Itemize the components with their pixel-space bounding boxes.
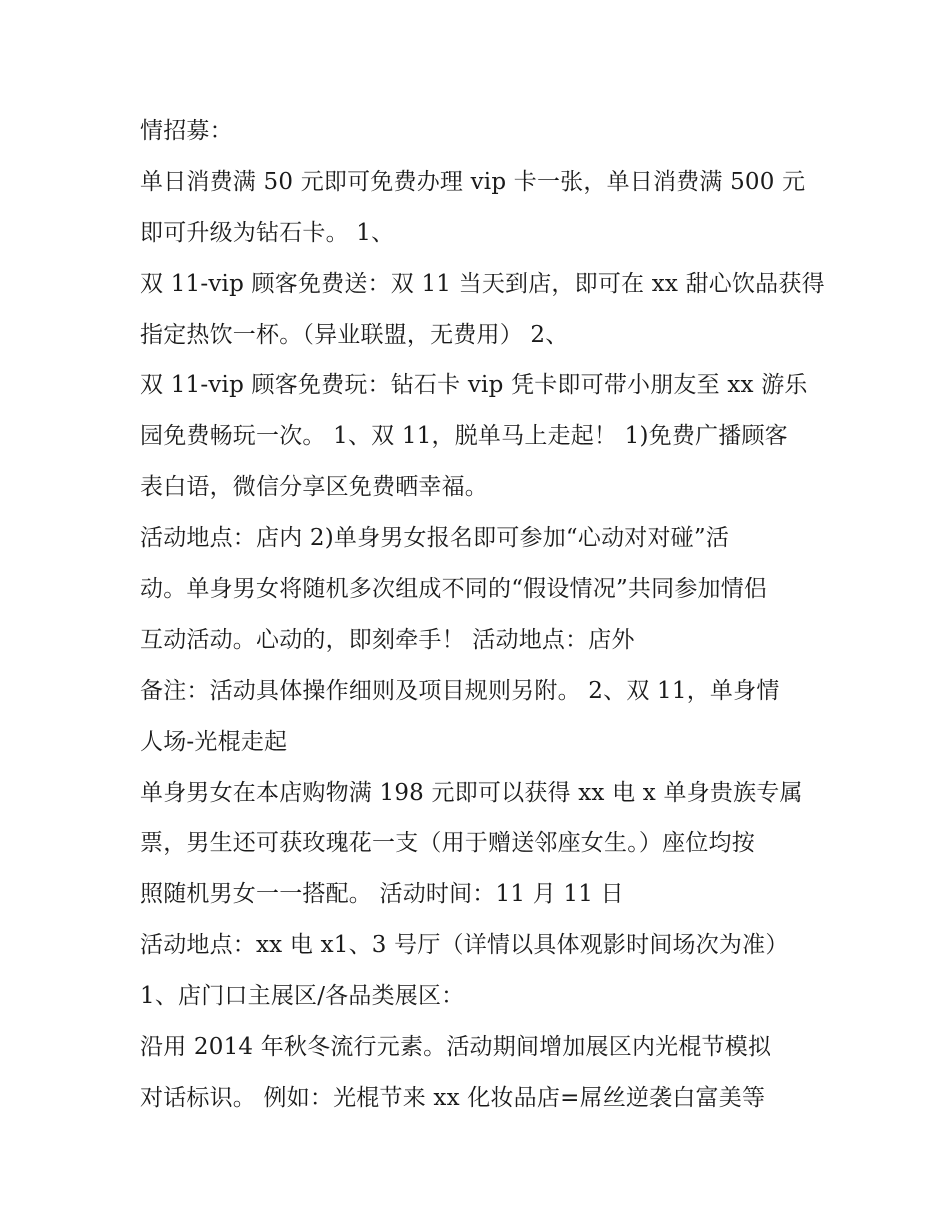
- text-line: 单日消费满 50 元即可免费办理 vip 卡一张，单日消费满 500 元: [140, 168, 806, 195]
- text-line: 即可升级为钻石卡。 1、: [140, 219, 395, 246]
- text-line: 园免费畅玩一次。 1、双 11，脱单马上走起！ 1)免费广播顾客: [140, 423, 788, 450]
- text-line: 人场-光棍走起: [140, 728, 288, 755]
- document-body: [140, 106, 830, 1124]
- text-line: 沿用 2014 年秋冬流行元素。活动期间增加展区内光棍节模拟: [140, 1034, 772, 1061]
- text-line: 票，男生还可获玫瑰花一支（用于赠送邻座女生。）座位均按: [140, 830, 755, 857]
- text-line: 互动活动。心动的，即刻牵手！ 活动地点：店外: [140, 626, 635, 653]
- text-line: 双 11-vip 顾客免费送：双 11 当天到店，即可在 xx 甜心饮品获得: [140, 270, 825, 297]
- text-line: 照随机男女一一搭配。 活动时间：11 月 11 日: [140, 881, 624, 908]
- text-line: 对话标识。 例如：光棍节来 xx 化妆品店=屌丝逆袭白富美等: [140, 1084, 766, 1111]
- text-line: 双 11-vip 顾客免费玩：钻石卡 vip 凭卡即可带小朋友至 xx 游乐: [140, 372, 808, 399]
- text-line: 动。单身男女将随机多次组成不同的“假设情况”共同参加情侣: [140, 576, 768, 603]
- text-line: 指定热饮一杯。（异业联盟，无费用） 2、: [140, 321, 569, 348]
- text-line: 1、店门口主展区/各品类展区：: [140, 983, 465, 1010]
- text-line: 活动地点：xx 电 x1、3 号厅（详情以具体观影时间场次为准）: [140, 932, 789, 959]
- text-line: 表白语，微信分享区免费晒幸福。: [140, 474, 488, 501]
- text-line: 单身男女在本店购物满 198 元即可以获得 xx 电 x 单身贵族专属: [140, 779, 803, 806]
- text-line: 备注：活动具体操作细则及项目规则另附。 2、双 11，单身情: [140, 677, 780, 704]
- text-line: 情招募：: [140, 118, 233, 144]
- text-line: 活动地点：店内 2)单身男女报名即可参加“心动对对碰”活: [140, 525, 730, 552]
